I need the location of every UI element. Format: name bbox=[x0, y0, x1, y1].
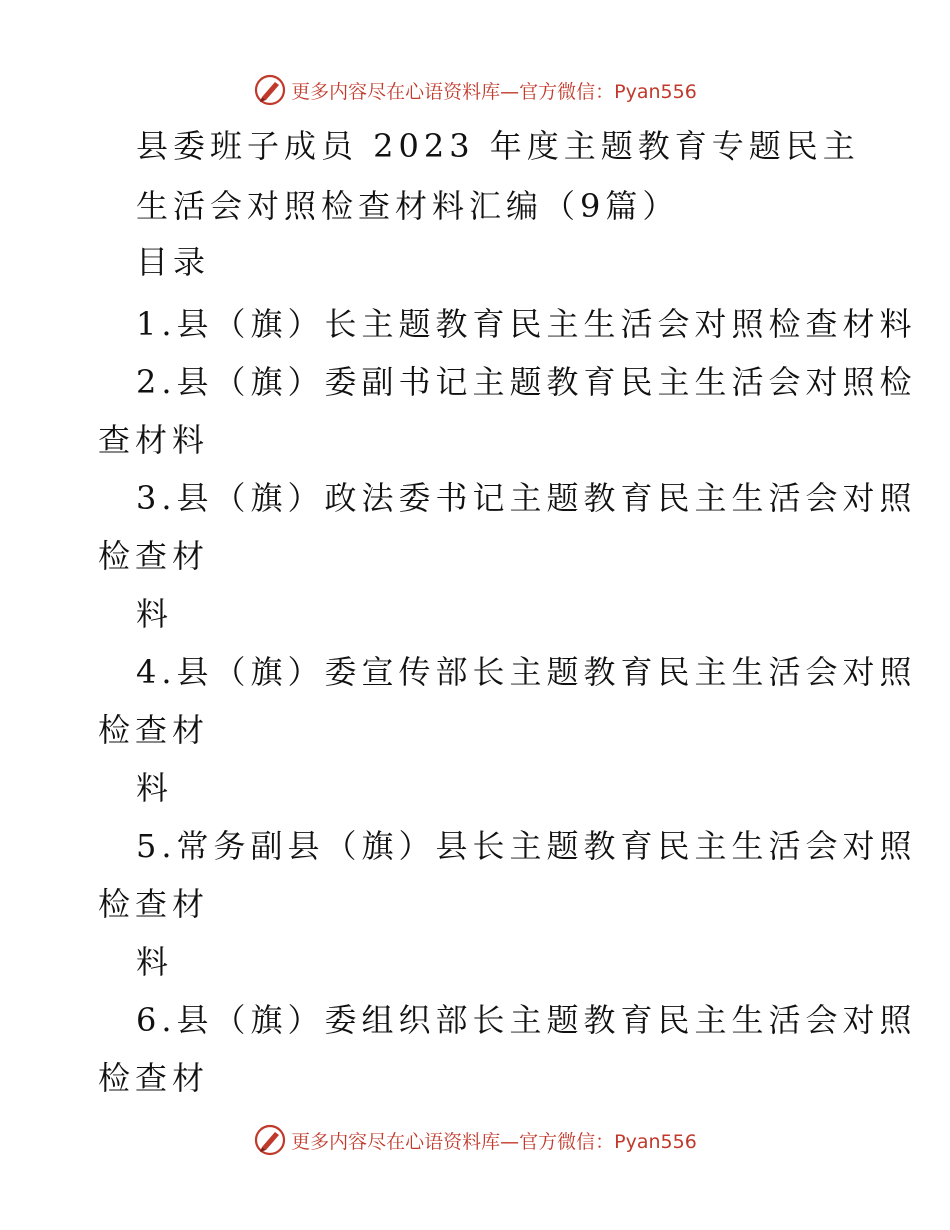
pen-logo-icon bbox=[253, 1123, 287, 1157]
toc-item-4-cont-2: 料 bbox=[136, 769, 174, 807]
toc-item-2-cont: 查材料 bbox=[98, 421, 210, 459]
toc-item-3-cont: 检查材 bbox=[98, 537, 210, 575]
toc-item-6: 6.县（旗）委组织部长主题教育民主生活会对照 bbox=[136, 1001, 917, 1039]
toc-heading: 目录 bbox=[136, 243, 211, 281]
toc-item-4: 4.县（旗）委宣传部长主题教育民主生活会对照 bbox=[136, 653, 917, 691]
footer-banner bbox=[0, 1120, 950, 1160]
document-title-line-1: 县委班子成员 2023 年度主题教育专题民主 bbox=[136, 127, 860, 165]
toc-item-5-cont-2: 料 bbox=[136, 943, 174, 981]
toc-item-3-cont-2: 料 bbox=[136, 595, 174, 633]
toc-item-5: 5.常务副县（旗）县长主题教育民主生活会对照 bbox=[136, 827, 917, 865]
pen-logo-icon bbox=[253, 73, 287, 107]
toc-item-5-cont: 检查材 bbox=[98, 885, 210, 923]
toc-item-3: 3.县（旗）政法委书记主题教育民主生活会对照 bbox=[136, 479, 917, 517]
toc-item-2: 2.县（旗）委副书记主题教育民主生活会对照检 bbox=[136, 363, 917, 401]
banner-text: 更多内容尽在心语资料库—官方微信：Pyan556 bbox=[291, 80, 697, 103]
document-title-line-2: 生活会对照检查材料汇编（9篇） bbox=[136, 187, 680, 225]
toc-item-1: 1.县（旗）长主题教育民主生活会对照检查材料 bbox=[136, 305, 917, 343]
toc-item-4-cont: 检查材 bbox=[98, 711, 210, 749]
banner-text: 更多内容尽在心语资料库—官方微信：Pyan556 bbox=[291, 1130, 697, 1153]
header-banner bbox=[0, 70, 950, 110]
toc-item-6-cont: 检查材 bbox=[98, 1059, 210, 1097]
